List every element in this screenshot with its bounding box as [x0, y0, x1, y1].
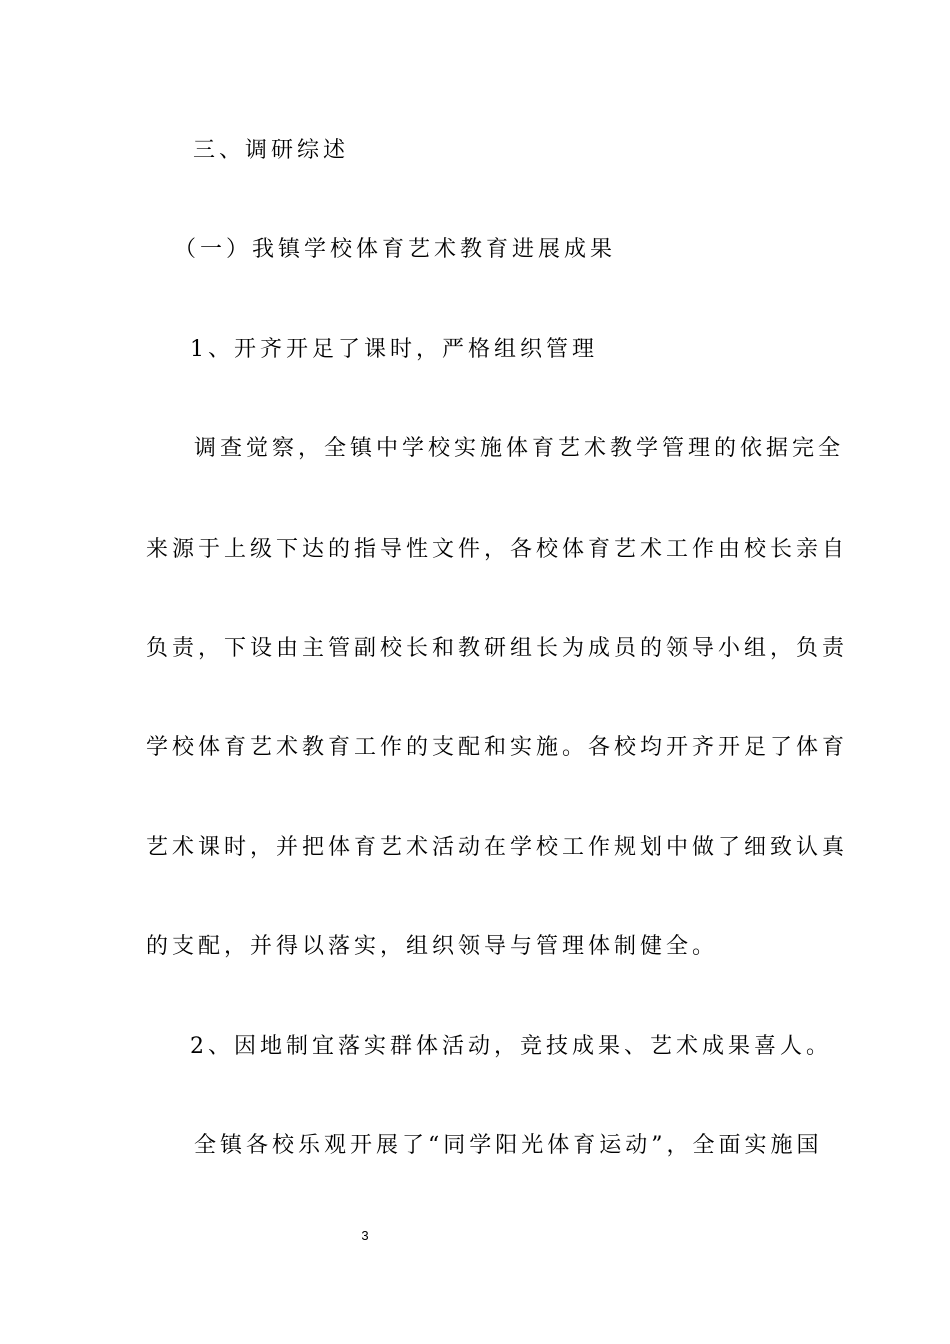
paragraph2-line: 全镇各校乐观开展了“同学阳光体育运动”，全面实施国: [194, 1133, 823, 1158]
paragraph1-line: 学校体育艺术教育工作的支配和实施。各校均开齐开足了体育: [146, 735, 849, 760]
subsection-heading: （一）我镇学校体育艺术教育进展成果: [174, 237, 617, 262]
paragraph1-line: 负责，下设由主管副校长和教研组长为成员的领导小组，负责: [146, 636, 849, 661]
paragraph1-line: 艺术课时，并把体育艺术活动在学校工作规划中做了细致认真: [146, 835, 849, 860]
page-number: 3: [361, 1228, 369, 1243]
paragraph1-line: 来源于上级下达的指导性文件，各校体育艺术工作由校长亲自: [146, 537, 849, 562]
item1-heading: 1、开齐开足了课时，严格组织管理: [190, 337, 598, 362]
section-heading: 三、调研综述: [193, 138, 350, 163]
paragraph1-line: 的支配，并得以落实，组织领导与管理体制健全。: [146, 934, 719, 959]
paragraph1-line: 调查觉察，全镇中学校实施体育艺术教学管理的依据完全: [194, 436, 845, 461]
item2-heading: 2、因地制宜落实群体活动，竞技成果、艺术成果喜人。: [190, 1034, 832, 1059]
